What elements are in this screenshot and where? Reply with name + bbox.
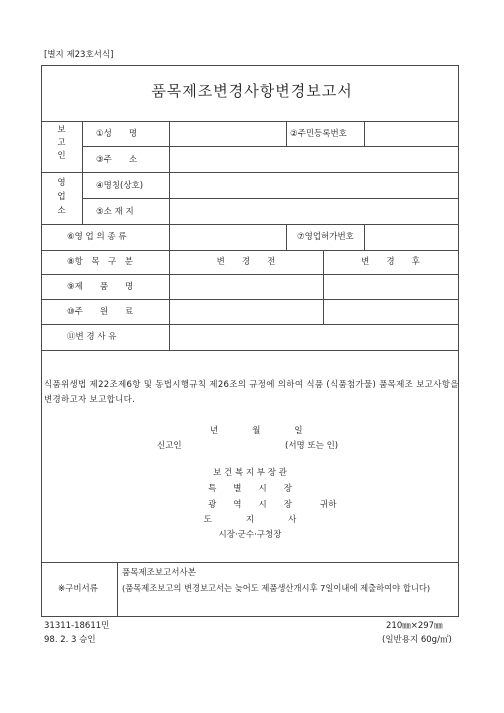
rule: [117, 562, 118, 617]
rule: [41, 172, 459, 173]
approval-date: 98. 2. 3 승인: [44, 635, 96, 645]
addressee-suffix: 귀하: [320, 500, 337, 510]
rule: [364, 224, 365, 250]
attachment-note: (품목제조보고의 변경보고서는 늦어도 제품생산개시후 7일이내에 제출하여야 합니다): [122, 583, 431, 593]
rule: [82, 198, 459, 199]
business-group-label: 영 업 소: [57, 178, 66, 216]
frame-right: [458, 65, 459, 617]
rule: [41, 274, 459, 275]
rule: [41, 350, 459, 351]
rule: [41, 562, 459, 563]
paper-type: (일반용지 60g/㎡): [382, 635, 452, 645]
page-title: 품목제조변경사항변경보고서: [151, 82, 353, 100]
addressee-special-city: 특 별 시 장: [208, 484, 292, 494]
rule: [41, 299, 459, 300]
name-label: ①성 명: [96, 129, 138, 139]
change-reason-label: ⑪변 경 사 유: [67, 332, 117, 342]
reporter-group-label: 보 고 인: [57, 125, 66, 161]
business-type-label: ⑥영 업 의 종 류: [67, 232, 127, 242]
rule: [82, 146, 459, 147]
addressee-metro-city: 광 역 시 장: [208, 500, 292, 510]
item-category-label: ⑧항 목 구 분: [67, 257, 133, 267]
location-label: ⑤소 재 지: [96, 207, 134, 217]
statement-text: 식품위생법 제22조제6항 및 동법시행규칙 제26조의 규정에 의하여 식품 (식품첨가물) 품목제조 보고사항을 변경하고자 보고합니다.: [44, 380, 459, 405]
rule: [41, 250, 459, 251]
applicant-label: 신고인: [157, 441, 182, 451]
license-number-label: ⑦영업허가번호: [297, 232, 354, 242]
form-code: 31311-18611민: [44, 621, 110, 631]
addressee-local: 시장·군수·구청장: [218, 530, 282, 540]
ingredients-label: ⑩주 원 료: [67, 307, 134, 317]
paper-size: 210㎜×297㎜: [386, 621, 443, 631]
rule: [41, 224, 459, 225]
address-label: ③주 소: [96, 155, 138, 165]
after-change-label: 변 경 후: [361, 257, 420, 267]
product-name-label: ⑨제 품 명: [67, 282, 134, 292]
addressee-minister: 보 건 복 지 부 장 관: [213, 468, 287, 478]
rule: [41, 121, 459, 122]
attachments-label: ※구비서류: [58, 584, 98, 594]
resident-number-label: ②주민등록번호: [290, 129, 347, 139]
rule: [169, 224, 170, 250]
date-line: 년 월 일: [210, 426, 303, 436]
rule: [41, 324, 459, 325]
signature-label: (서명 또는 인): [285, 441, 339, 451]
rule: [286, 121, 287, 146]
rule: [169, 324, 170, 350]
rule: [82, 121, 83, 224]
attachment-title: 품목제조보고서사본: [122, 568, 196, 578]
rule: [286, 224, 287, 250]
rule: [364, 121, 365, 146]
rule: [169, 121, 170, 224]
frame-bottom: [41, 616, 459, 617]
frame-top: [41, 65, 459, 66]
before-change-label: 변 경 전: [216, 257, 276, 267]
trade-name-label: ④명칭(상호): [96, 181, 144, 191]
addressee-province: 도 지 사: [203, 515, 297, 525]
form-tag: [별지 제23호서식]: [44, 50, 114, 60]
